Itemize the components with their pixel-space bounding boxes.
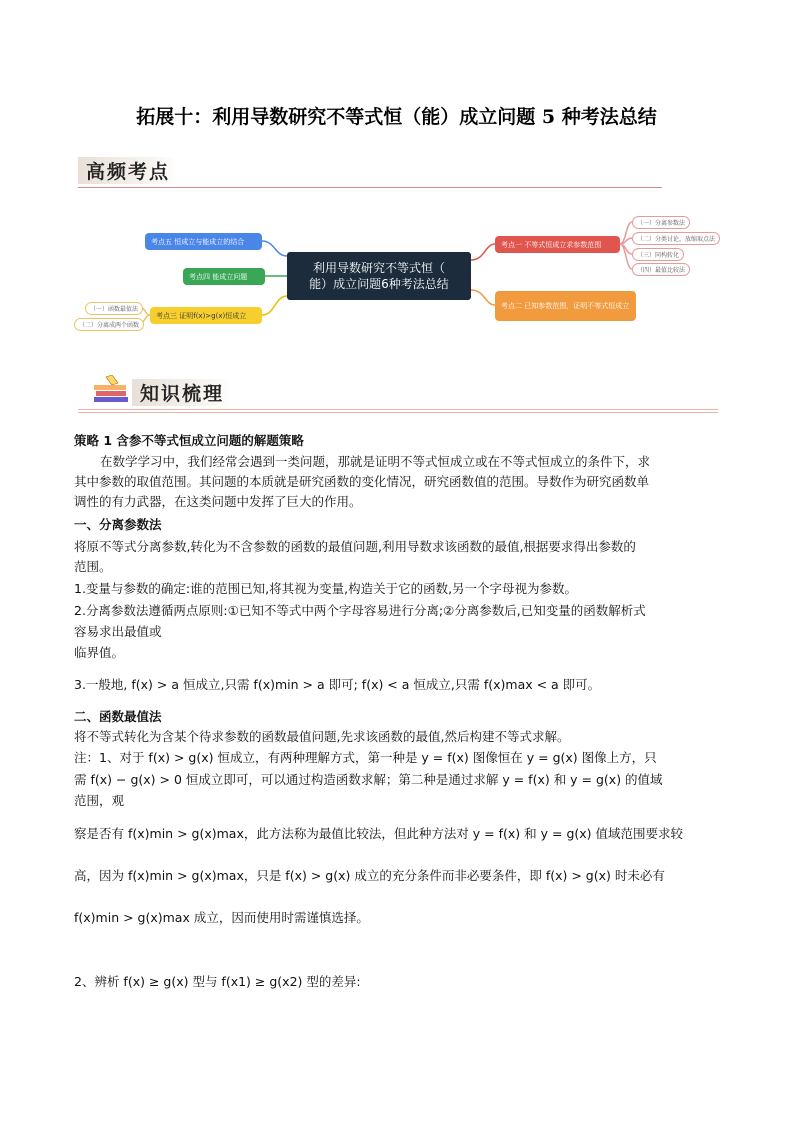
paragraph-line: 2、辨析 f(x) ≥ g(x) 型与 f(x1) ≥ g(x2) 型的差异: xyxy=(74,974,361,989)
paragraph-line: 其中参数的取值范围。其问题的本质就是研究函数的变化情况，研究函数值的范围。导数作为研究函数单 xyxy=(74,474,650,489)
mindmap-leaf-1-4: （四）最值比较法 xyxy=(632,263,690,276)
section-banner-knowledge xyxy=(92,374,232,410)
divider xyxy=(78,409,718,410)
paragraph-line: 临界值。 xyxy=(74,645,125,660)
paragraph-line: 将不等式转化为含某个待求参数的函数最值问题,先求该函数的最值,然后构建不等式求解。 xyxy=(74,729,570,744)
divider xyxy=(78,412,718,413)
paragraph-line: 范围。 xyxy=(74,559,112,574)
paragraph-line: f(x)min > g(x)max 成立，因而使用时需谨慎选择。 xyxy=(74,910,369,925)
mindmap-leaf-1-3: （三）同构转化 xyxy=(632,248,684,261)
mindmap-node-topic-1: 考点一 不等式恒成立求参数范围 xyxy=(495,236,620,253)
paragraph-line: 1.变量与参数的确定:谁的范围已知,将其视为变量,构造关于它的函数,另一个字母视为参数。 xyxy=(74,581,578,596)
paragraph-line: 需 f(x) − g(x) > 0 恒成立即可，可以通过构造函数求解；第二种是通过求解 y = f(x) 和 y = g(x) 的值域 xyxy=(74,772,663,787)
paragraph-line: 注：1、对于 f(x) > g(x) 恒成立，有两种理解方式，第一种是 y = f(x) 图像恒在 y = g(x) 图像上方，只 xyxy=(74,750,657,765)
mindmap-node-topic-4: 考点四 能成立问题 xyxy=(183,268,265,285)
section-banner-high-frequency xyxy=(78,152,178,188)
mindmap-central-topic xyxy=(287,252,471,300)
paragraph-line: 范围，观 xyxy=(74,793,125,808)
central-topic-line-1: 利用导数研究不等式恒（ xyxy=(312,261,445,275)
central-topic-line-2: 能）成立问题6种考法总结 xyxy=(309,277,449,291)
section-heading: 二、函数最值法 xyxy=(74,709,162,724)
banner-label: 高频考点 xyxy=(78,157,178,184)
paragraph-line: 容易求出最值或 xyxy=(74,624,162,639)
strategy-heading: 策略 1 含参不等式恒成立问题的解题策略 xyxy=(74,433,304,448)
paragraph-line: 在数学学习中，我们经常会遇到一类问题，那就是证明不等式恒成立或在不等式恒成立的条件下，求 xyxy=(100,454,651,469)
paragraph-line: 3.一般地, f(x) > a 恒成立,只需 f(x)min > a 即可; f(x) < a 恒成立,只需 f(x)max < a 即可。 xyxy=(74,677,601,692)
mindmap-leaf-3-2: （二）分离成两个函数 xyxy=(74,318,144,331)
paragraph-line: 察是否有 f(x)min > g(x)max，此方法称为最值比较法，但此种方法对 y = f(x) 和 y = g(x) 值域范围要求较 xyxy=(74,826,684,841)
mindmap-leaf-1-2: （二）分类讨论，放缩取点法 xyxy=(632,232,720,245)
divider xyxy=(78,187,662,188)
paragraph-line: 调性的有力武器，在这类问题中发挥了巨大的作用。 xyxy=(74,494,362,509)
paragraph-line: 2.分离参数法遵循两点原则:①已知不等式中两个字母容易进行分离;②分离参数后,已知变量的函数解析式 xyxy=(74,603,646,618)
mindmap-leaf-3-1: （一）函数最值法 xyxy=(85,302,143,315)
document-title: 拓展十：利用导数研究不等式恒（能）成立问题 5 种考法总结 xyxy=(136,106,657,128)
books-pencil-icon xyxy=(92,375,132,409)
mindmap-node-topic-3: 考点三 证明f(x)>g(x)恒成立 xyxy=(150,307,262,324)
mindmap-leaf-1-1: （一）分离参数法 xyxy=(632,216,690,229)
section-heading: 一、分离参数法 xyxy=(74,517,162,532)
banner-label: 知识梳理 xyxy=(132,379,232,406)
mindmap-node-topic-2: 考点二 已知参数范围，证明不等式恒成立 xyxy=(495,291,636,321)
paragraph-line: 高，因为 f(x)min > g(x)max，只是 f(x) > g(x) 成立的充分条件而非必要条件，即 f(x) > g(x) 时未必有 xyxy=(74,868,665,883)
paragraph-line: 将原不等式分离参数,转化为不含参数的函数的最值问题,利用导数求该函数的最值,根据要求得出参数的 xyxy=(74,539,636,554)
mindmap-node-topic-5: 考点五 恒成立与能成立的结合 xyxy=(145,233,262,250)
